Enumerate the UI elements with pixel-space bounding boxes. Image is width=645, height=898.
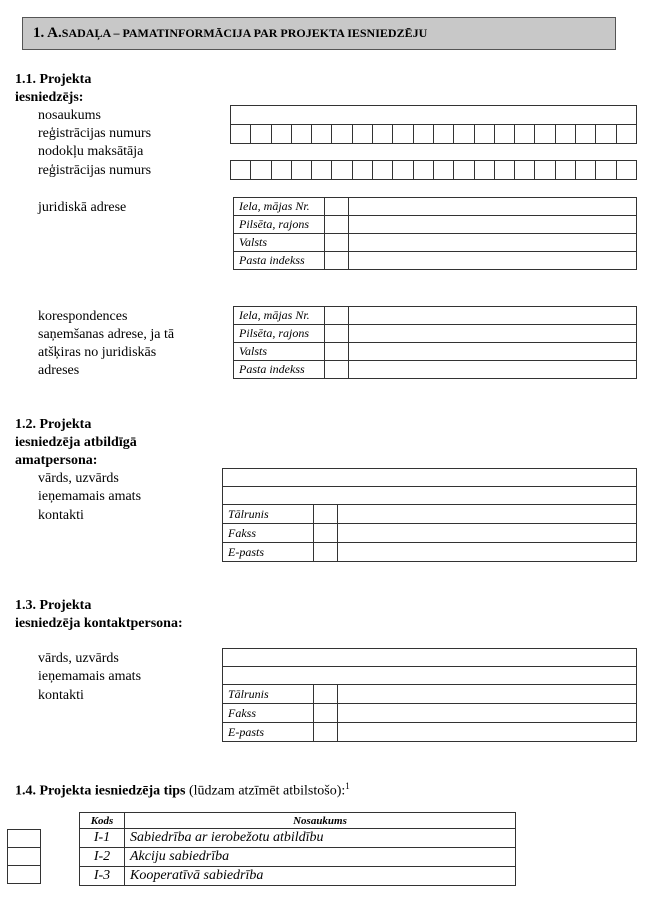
table-row: I-2 Akciju sabiedrība	[80, 848, 516, 867]
s12-name-label: vārds, uzvārds	[38, 471, 119, 486]
s12-name-field[interactable]	[223, 469, 637, 487]
s14-checkbox-column[interactable]	[7, 829, 41, 884]
country-label: Valsts	[234, 343, 325, 361]
street-label: Iela, mājas Nr.	[234, 198, 325, 216]
s12-contacts-table[interactable]	[222, 504, 637, 562]
table-row: I-3 Kooperatīvā sabiedrība	[80, 867, 516, 886]
s11-heading: 1.1. Projekta iesniedzējs:	[15, 72, 92, 105]
s12-contacts-label: kontakti	[38, 508, 84, 523]
col-code-header: Kods	[80, 813, 125, 829]
s13-name-field[interactable]	[223, 649, 637, 667]
s12-position-label: ieņemamais amats	[38, 489, 142, 504]
checkbox-i2[interactable]	[8, 848, 41, 866]
street-label: Iela, mājas Nr.	[234, 307, 325, 325]
s12-position-field[interactable]	[223, 487, 637, 505]
s13-contacts-table[interactable]	[222, 684, 637, 742]
s11-legal-address-label: juridiskā adrese	[38, 200, 127, 215]
s11-legal-address-table[interactable]	[233, 197, 637, 270]
section-header	[22, 17, 616, 50]
s13-person-fields[interactable]	[222, 648, 637, 685]
city-label: Pilsēta, rajons	[234, 216, 325, 234]
postal-label: Pasta indekss	[234, 252, 325, 270]
email-label: E-pasts	[223, 723, 314, 742]
s13-contacts-label: kontakti	[38, 688, 84, 703]
postal-label: Pasta indekss	[234, 361, 325, 379]
city-label: Pilsēta, rajons	[234, 325, 325, 343]
s11-tax-label-1: nodokļu maksātāja	[38, 144, 144, 159]
s11-corr-address-label: korespondences saņemšanas adrese, ja tā atšķiras no juridiskās adreses	[38, 309, 175, 378]
s11-tax-label-2: reģistrācijas numurs	[38, 163, 152, 178]
s14-type-table	[79, 812, 516, 886]
checkbox-i3[interactable]	[8, 866, 41, 884]
fax-label: Fakss	[223, 524, 314, 543]
s12-person-fields[interactable]	[222, 468, 637, 505]
s11-reg-label: reģistrācijas numurs	[38, 126, 152, 141]
phone-label: Tālrunis	[223, 685, 314, 704]
table-row: I-1 Sabiedrība ar ierobežotu atbildību	[80, 829, 516, 848]
phone-label: Tālrunis	[223, 505, 314, 524]
s11-tax-number-boxes[interactable]	[230, 160, 637, 180]
s11-corr-address-table[interactable]	[233, 306, 637, 379]
s12-heading: 1.2. Projekta iesniedzēja atbildīgā amatpersona:	[15, 417, 137, 468]
fax-label: Fakss	[223, 704, 314, 723]
col-name-header: Nosaukums	[125, 813, 516, 829]
s11-reg-number-boxes[interactable]	[230, 124, 637, 144]
s13-heading: 1.3. Projekta iesniedzēja kontaktpersona:	[15, 598, 183, 631]
s11-name-label: nosaukums	[38, 108, 101, 123]
section-title: SADAĻA – PAMATINFORMĀCIJA PAR PROJEKTA IESNIEDZĒJU	[61, 26, 428, 40]
s13-position-label: ieņemamais amats	[38, 669, 142, 684]
s13-position-field[interactable]	[223, 667, 637, 685]
email-label: E-pasts	[223, 543, 314, 562]
s13-name-label: vārds, uzvārds	[38, 651, 119, 666]
checkbox-i1[interactable]	[8, 830, 41, 848]
country-label: Valsts	[234, 234, 325, 252]
s11-name-field[interactable]	[230, 105, 637, 125]
section-number: 1. A.	[33, 25, 62, 41]
footnote-marker: 1	[345, 781, 350, 791]
s14-heading: 1.4. Projekta iesniedzēja tips (lūdzam atzīmēt atbilstošo):$^1$	[15, 781, 350, 799]
